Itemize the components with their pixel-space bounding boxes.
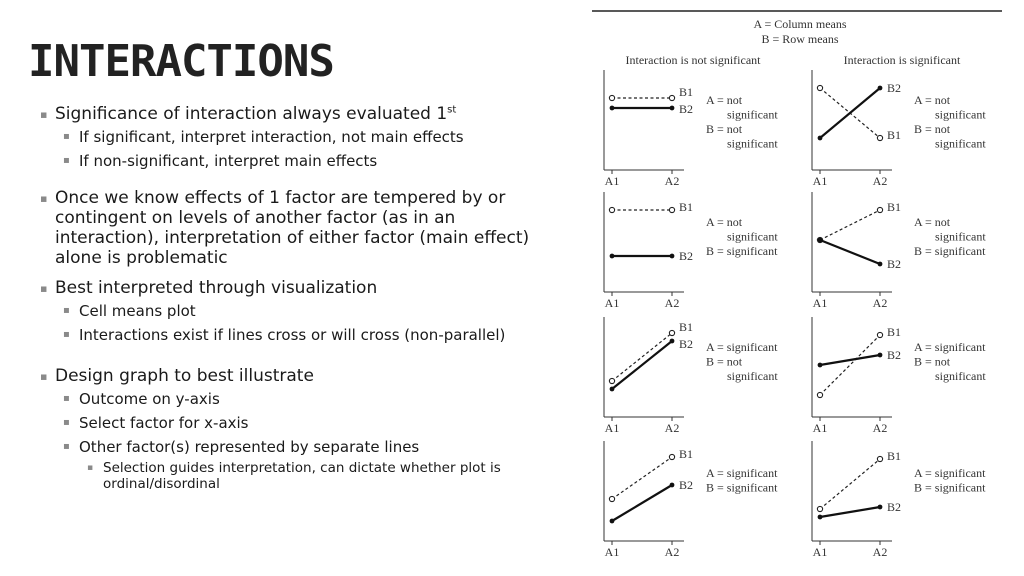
panel-annotation: B = significant	[914, 244, 986, 258]
series-b1-line	[612, 457, 672, 499]
series-b2-point	[878, 86, 883, 91]
series-b1-point	[669, 330, 674, 335]
series-b2-point	[818, 238, 823, 243]
column-title-not-significant: Interaction is not significant	[625, 53, 761, 67]
bullet-text: Design graph to best illustrate	[55, 366, 314, 386]
series-b2-point	[670, 106, 675, 111]
panel-annotation: A = significant	[914, 340, 986, 354]
sub-bullet-item: ▪ If non-significant, interpret main effects	[63, 152, 560, 170]
x-tick-label-a1: A1	[604, 296, 620, 310]
interaction-figure-svg	[590, 0, 1004, 576]
series-b1-point	[877, 135, 882, 140]
x-tick-label-a2: A2	[664, 545, 680, 559]
series-b1-point	[877, 207, 882, 212]
x-tick-label-a2: A2	[872, 174, 888, 188]
bullet-item	[40, 366, 560, 492]
series-b1-label: B1	[887, 325, 902, 339]
series-b1-point	[609, 207, 614, 212]
legend-row-means: B = Row means	[761, 32, 839, 46]
bullet-item	[40, 104, 560, 170]
series-b2-point	[610, 106, 615, 111]
series-b2-point	[878, 353, 883, 358]
series-b1-point	[877, 456, 882, 461]
series-b1-label: B1	[887, 128, 902, 142]
series-b1-point	[817, 85, 822, 90]
series-b2-point	[670, 339, 675, 344]
series-b1-point	[817, 506, 822, 511]
series-b1-label: B1	[679, 320, 694, 334]
panel-annotation: significant	[935, 369, 986, 383]
series-b2-label: B2	[679, 478, 694, 492]
x-tick-label-a1: A1	[812, 421, 828, 435]
series-b2-label: B2	[887, 257, 902, 271]
bullet-text: Once we know effects of 1 factor are tempered by or contingent on levels of another factor (as in an interaction), interpretation of either factor (main effect) alone is problematic	[55, 188, 530, 268]
x-tick-label-a2: A2	[872, 296, 888, 310]
sub-bullet-item: ▪ If significant, interpret interaction, not main effects	[63, 128, 560, 146]
series-b1-line	[612, 333, 672, 381]
x-tick-label-a1: A1	[812, 296, 828, 310]
series-b2-label: B2	[887, 81, 902, 95]
bullet-list	[40, 104, 560, 498]
series-b2-line	[820, 240, 880, 264]
series-b2-label: B2	[887, 348, 902, 362]
x-tick-label-a2: A2	[872, 421, 888, 435]
sub-bullet-item: ▪ Cell means plot	[63, 302, 560, 320]
series-b1-point	[877, 332, 882, 337]
panel-annotation: significant	[935, 136, 986, 151]
series-b1-point	[669, 95, 674, 100]
series-b2-point	[818, 515, 823, 520]
series-b2-point	[878, 262, 883, 267]
series-b2-label: B2	[887, 500, 902, 514]
series-b1-point	[669, 207, 674, 212]
series-b2-line	[820, 507, 880, 517]
panel-annotation: significant	[727, 107, 778, 122]
panel-annotation: B = not	[706, 354, 743, 369]
series-b2-label: B2	[679, 102, 694, 116]
panel-annotation: B = not	[914, 354, 951, 369]
sub-sub-bullet-item: ▪ Selection guides interpretation, can dictate whether plot is ordinal/disordinal	[87, 460, 560, 492]
series-b1-line	[820, 459, 880, 509]
bullet-item	[40, 188, 560, 268]
sub-bullet-item: ▪ Other factor(s) represented by separate lines ▪ Selection guides interpretation, can dictate whether plot is ordinal/disordinal	[63, 438, 560, 492]
series-b1-point	[817, 392, 822, 397]
series-b2-point	[610, 519, 615, 524]
panel-annotation: B = not	[706, 122, 743, 136]
x-tick-label-a1: A1	[604, 545, 620, 559]
panel-annotation: B = significant	[914, 480, 986, 495]
x-tick-label-a1: A1	[812, 545, 828, 559]
panel-annotation: B = significant	[706, 480, 778, 495]
series-b1-line	[820, 335, 880, 395]
series-b1-label: B1	[887, 449, 902, 463]
series-b2-line	[612, 341, 672, 389]
series-b1-label: B1	[679, 85, 694, 99]
x-tick-label-a1: A1	[604, 421, 620, 435]
series-b1-point	[609, 496, 614, 501]
panel-annotation: A = not	[914, 93, 951, 107]
panel-annotation: B = not	[914, 122, 951, 136]
legend-column-means: A = Column means	[753, 17, 847, 31]
x-tick-label-a2: A2	[664, 421, 680, 435]
series-b2-label: B2	[679, 337, 694, 351]
sub-bullet-item: ▪ Outcome on y-axis	[63, 390, 560, 408]
panel-annotation: A = not	[706, 215, 743, 229]
series-b2-point	[670, 254, 675, 259]
panel-annotation: A = not	[706, 93, 743, 107]
bullet-superscript: st	[447, 104, 457, 116]
x-tick-label-a2: A2	[664, 296, 680, 310]
panel-annotation: B = significant	[706, 244, 778, 258]
series-b1-point	[609, 378, 614, 383]
panel-annotation: significant	[935, 107, 986, 122]
panel-annotation: A = significant	[914, 466, 986, 480]
panel-annotation: A = not	[914, 215, 951, 229]
panels-group	[604, 70, 986, 559]
series-b2-point	[818, 136, 823, 141]
series-b2-point	[878, 505, 883, 510]
series-b2-point	[610, 387, 615, 392]
series-b2-label: B2	[679, 249, 694, 263]
series-b2-line	[820, 355, 880, 365]
panel-annotation: significant	[727, 136, 778, 151]
x-tick-label-a1: A1	[604, 174, 620, 188]
bullet-text: Best interpreted through visualization	[55, 278, 378, 298]
series-b1-label: B1	[679, 200, 694, 214]
series-b2-point	[670, 483, 675, 488]
series-b2-line	[612, 485, 672, 521]
x-tick-label-a1: A1	[812, 174, 828, 188]
x-tick-label-a2: A2	[664, 174, 680, 188]
sub-bullet-item: ▪ Select factor for x-axis	[63, 414, 560, 432]
panel-annotation: significant	[727, 369, 778, 383]
panel-annotation: significant	[935, 229, 986, 244]
series-b2-point	[610, 254, 615, 259]
x-tick-label-a2: A2	[872, 545, 888, 559]
slide-title: INTERACTIONS	[28, 36, 334, 87]
bullet-text: Significance of interaction always evaluated 1	[55, 104, 448, 124]
column-title-significant: Interaction is significant	[843, 53, 961, 67]
sub-bullet-item: ▪ Interactions exist if lines cross or will cross (non-parallel)	[63, 326, 560, 344]
series-b1-point	[669, 454, 674, 459]
interaction-figure	[590, 0, 1004, 576]
series-b1-line	[820, 210, 880, 240]
panel-annotation: significant	[727, 229, 778, 244]
series-b1-point	[609, 95, 614, 100]
bullet-item	[40, 278, 560, 344]
panel-annotation: A = significant	[706, 340, 778, 354]
series-b2-point	[818, 363, 823, 368]
series-b1-label: B1	[679, 447, 694, 461]
series-b1-label: B1	[887, 200, 902, 214]
panel-annotation: A = significant	[706, 466, 778, 480]
